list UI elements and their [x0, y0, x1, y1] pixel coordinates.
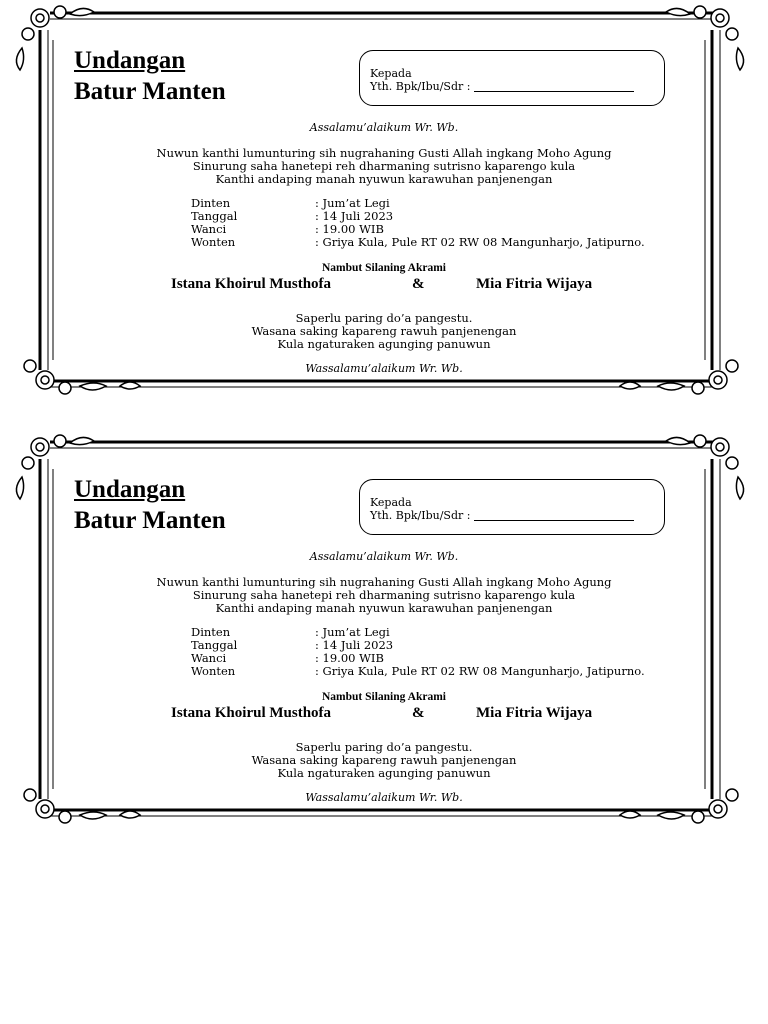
detail-value: : Jum’at Legi: [315, 196, 390, 210]
intro-paragraph: [0, 576, 768, 615]
closing-line: Saperlu paring do’a pangestu.: [295, 740, 473, 754]
detail-label: Tanggal: [191, 209, 238, 223]
intro-line: Nuwun kanthi lumunturing sih nugrahaning Gusti Allah ingkang Moho Agung: [156, 575, 612, 589]
invitation-title: Undangan: [74, 476, 186, 503]
intro-line: Kanthi andaping manah nyuwun karawuhan panjenengan: [215, 601, 553, 615]
detail-row: [191, 236, 645, 249]
invitation-card: [0, 0, 768, 400]
detail-label: Tanggal: [191, 638, 238, 652]
farewell-greeting: Wassalamu’alaikum Wr. Wb.: [305, 362, 463, 375]
intro-line: Sinurung saha hanetepi reh dharmaning sutrisno kaparengo kula: [192, 588, 576, 602]
closing-line: Saperlu paring do’a pangestu.: [295, 311, 473, 325]
bride-name: Mia Fitria Wijaya: [476, 705, 593, 721]
event-heading: Nambut Silaning Akrami: [322, 262, 446, 274]
address-label: Yth. Bpk/Ibu/Sdr :: [370, 509, 471, 522]
bride-name: Mia Fitria Wijaya: [476, 276, 593, 292]
detail-value: : Griya Kula, Pule RT 02 RW 08 Mangunharjo, Jatipurno.: [315, 235, 645, 249]
intro-line: Sinurung saha hanetepi reh dharmaning sutrisno kaparengo kula: [192, 159, 576, 173]
address-blank: [474, 80, 634, 92]
event-details: [191, 626, 645, 678]
ampersand: &: [412, 276, 425, 292]
detail-value: : 14 Juli 2023: [315, 638, 394, 652]
detail-label: Wanci: [191, 222, 227, 236]
detail-row: [191, 210, 645, 223]
intro-paragraph: [0, 147, 768, 186]
address-to: Kepada: [370, 496, 412, 509]
intro-line: Nuwun kanthi lumunturing sih nugrahaning Gusti Allah ingkang Moho Agung: [156, 146, 612, 160]
invitation-card: [0, 429, 768, 829]
intro-line: Kanthi andaping manah nyuwun karawuhan panjenengan: [215, 172, 553, 186]
address-box: [359, 479, 665, 535]
closing-paragraph: [0, 312, 768, 351]
invitation-subtitle: Batur Manten: [74, 507, 226, 534]
opening-greeting: Assalamu’alaikum Wr. Wb.: [309, 550, 459, 563]
invitation-subtitle: Batur Manten: [74, 78, 226, 105]
detail-label: Wonten: [191, 235, 236, 249]
closing-line: Wasana saking kapareng rawuh panjenengan: [251, 753, 517, 767]
detail-label: Wanci: [191, 651, 227, 665]
groom-name: Istana Khoirul Musthofa: [171, 276, 332, 292]
detail-value: : 14 Juli 2023: [315, 209, 394, 223]
detail-row: [191, 665, 645, 678]
event-heading: Nambut Silaning Akrami: [322, 691, 446, 703]
address-line: [370, 509, 664, 522]
address-blank: [474, 509, 634, 521]
closing-line: Kula ngaturaken agunging panuwun: [277, 337, 491, 351]
ampersand: &: [412, 705, 425, 721]
detail-row: [191, 639, 645, 652]
closing-paragraph: [0, 741, 768, 780]
detail-value: : Griya Kula, Pule RT 02 RW 08 Mangunharjo, Jatipurno.: [315, 664, 645, 678]
event-details: [191, 197, 645, 249]
closing-line: Kula ngaturaken agunging panuwun: [277, 766, 491, 780]
address-line: [370, 80, 664, 93]
address-to: Kepada: [370, 67, 412, 80]
opening-greeting: Assalamu’alaikum Wr. Wb.: [309, 121, 459, 134]
detail-row: [191, 197, 645, 210]
detail-value: : 19.00 WIB: [315, 222, 384, 236]
groom-name: Istana Khoirul Musthofa: [171, 705, 332, 721]
invitation-title: Undangan: [74, 47, 186, 74]
detail-label: Dinten: [191, 196, 231, 210]
detail-label: Wonten: [191, 664, 236, 678]
detail-label: Dinten: [191, 625, 231, 639]
detail-value: : Jum’at Legi: [315, 625, 390, 639]
address-box: [359, 50, 665, 106]
closing-line: Wasana saking kapareng rawuh panjenengan: [251, 324, 517, 338]
farewell-greeting: Wassalamu’alaikum Wr. Wb.: [305, 791, 463, 804]
address-label: Yth. Bpk/Ibu/Sdr :: [370, 80, 471, 93]
detail-row: [191, 626, 645, 639]
detail-value: : 19.00 WIB: [315, 651, 384, 665]
